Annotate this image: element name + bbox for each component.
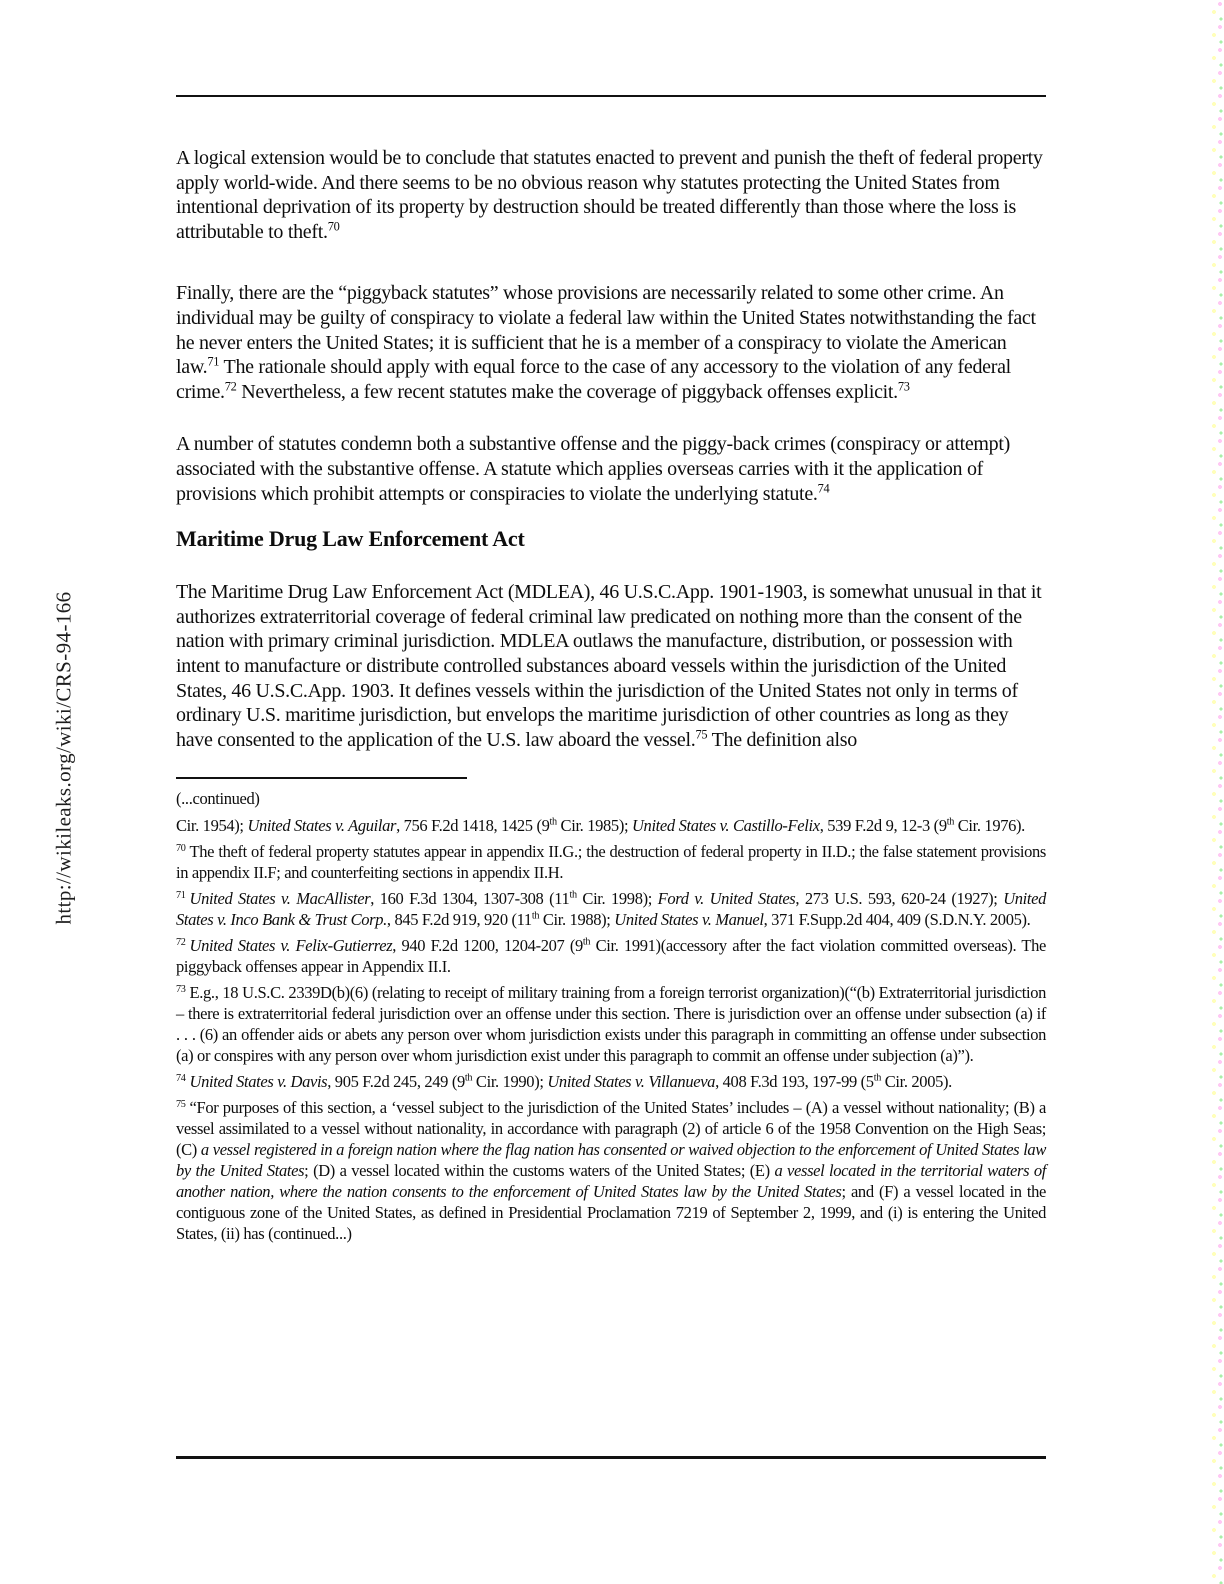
footnote-number: 75 — [176, 1098, 186, 1110]
paragraph: A number of statutes condemn both a substantive offense and the piggy-back crimes (conspiracy or attempt) associated with the substantive offense. A statute which applies overseas carries with it the application of provisions which prohibit attempts or conspiracies to violate the underlying statute.$^{74}$ — [176, 433, 1010, 505]
footnotes-section — [176, 788, 1046, 1244]
footnote-separator — [176, 777, 467, 779]
footnote-71 — [176, 888, 1046, 930]
footnote-74 — [176, 1071, 1046, 1092]
footnote-text: United States v. Felix-Gutierrez, 940 F.2d 1200, 1204-207 (9th Cir. 1991)(accessory after the fact violation committed overseas). The piggyback offenses appear in Appendix II.I. — [176, 936, 1046, 977]
footnote-70 — [176, 841, 1046, 883]
footnote-number: 73 — [176, 983, 186, 995]
footnote-text: United States v. Davis, 905 F.2d 245, 249 (9th Cir. 1990); United States v. Villanueva, 408 F.3d 193, 197-99 (5th Cir. 2005). — [189, 1072, 952, 1092]
footnote-number: 74 — [176, 1072, 186, 1084]
footnote-number: 70 — [176, 842, 186, 854]
footnote-72 — [176, 935, 1046, 977]
footer-rule — [176, 1456, 1046, 1459]
footnote-number: 71 — [176, 889, 186, 901]
footnote-text: United States v. MacAllister, 160 F.3d 1304, 1307-308 (11th Cir. 1998); Ford v. United States, 273 U.S. 593, 620-24 (1927); United States v. Inco Bank & Trust Corp., 845 F.2d 919, 920 (11th Cir. 1988); United States v. Manuel, 371 F.Supp.2d 404, 409 (S.D.N.Y. 2005). — [176, 889, 1046, 930]
footnote-75 — [176, 1097, 1046, 1244]
footnote-73 — [176, 982, 1046, 1066]
paragraph: The Maritime Drug Law Enforcement Act (MDLEA), 46 U.S.C.App. 1901-1903, is somewhat unusual in that it authorizes extraterritorial coverage of federal criminal law predicated on nothing more than the consent of the nation with primary criminal jurisdiction. MDLEA outlaws the manufacture, distribution, or possession with intent to manufacture or distribute controlled substances aboard vessels within the jurisdiction of the United States, 46 U.S.C.App. 1903. It defines vessels within the jurisdiction of the United States not only in terms of ordinary U.S. maritime jurisdiction, but envelops the maritime jurisdiction of other countries as long as they have consented to the application of the U.S. law aboard the vessel.$^{75}$ The definition also — [176, 581, 1042, 751]
footnote-number: 72 — [176, 936, 186, 948]
footnote-text: Cir. 1954); United States v. Aguilar, 756 F.2d 1418, 1425 (9th Cir. 1985); United States v. Castillo-Felix, 539 F.2d 9, 12-3 (9th Cir. 1976). — [176, 816, 1025, 836]
header-rule — [176, 95, 1046, 97]
wikileaks-margin-url: http://wikileaks.org/wiki/CRS-94-166 — [51, 591, 76, 925]
document-body — [176, 146, 1046, 1249]
section-heading: Maritime Drug Law Enforcement Act — [176, 526, 525, 552]
paragraph: Finally, there are the “piggyback statutes” whose provisions are necessarily related to some other crime. An individual may be guilty of conspiracy to violate a federal law within the United States notwithstanding the fact he never enters the United States; it is sufficient that he is a member of a conspiracy to violate the American law.$^{71}$ The rationale should apply with equal force to the case of any accessory to the violation of any federal crime.$^{72}$ Nevertheless, a few recent statutes make the coverage of piggyback offenses explicit.$^{73}$ — [176, 282, 1036, 403]
footnote-text: E.g., 18 U.S.C. 2339D(b)(6) (relating to receipt of military training from a foreign terrorist organization)(“(b) Extraterritorial jurisdiction – there is extraterritorial federal jurisdiction over an offense under this section. There is jurisdiction over an offense under subsection (a) if . . . (6) an offender aids or abets any person over whom jurisdiction exists under this paragraph in committing an offense under subsection (a) or conspires with any person over whom jurisdiction exist under this paragraph to commit an offense under subjection (a)”). — [176, 983, 1046, 1066]
footnote-text: “For purposes of this section, a ‘vessel subject to the jurisdiction of the United States’ includes – (A) a vessel without nationality; (B) a vessel assimilated to a vessel without nationality, in accordance with paragraph (2) of article 6 of the 1958 Convention on the High Seas; (C) a vessel registered in a foreign nation where the flag nation has consented or waived objection to the enforcement of United States law by the United States; (D) a vessel located within the customs waters of the United States; (E) a vessel located in the territorial waters of another nation, where the nation consents to the enforcement of United States law by the United States; and (F) a vessel located in the contiguous zone of the United States, as defined in Presidential Proclamation 7219 of September 2, 1999, and (i) is entering the United States, (ii) has (continued...) — [176, 1098, 1046, 1244]
footnote-continued-label: (...continued) — [176, 789, 260, 809]
footnote-carryover — [176, 788, 1046, 836]
page-edge-confetti-pattern — [1211, 0, 1224, 1584]
paragraph: A logical extension would be to conclude that statutes enacted to prevent and punish the theft of federal property apply world-wide. And there seems to be no obvious reason why statutes protecting the United States from intentional deprivation of its property by destruction should be treated differently than those where the loss is attributable to theft.$^{70}$ — [176, 147, 1043, 243]
footnote-text: The theft of federal property statutes appear in appendix II.G.; the destruction of federal property in II.D.; the false statement provisions in appendix II.F; and counterfeiting sections in appendix II.H. — [176, 842, 1046, 883]
